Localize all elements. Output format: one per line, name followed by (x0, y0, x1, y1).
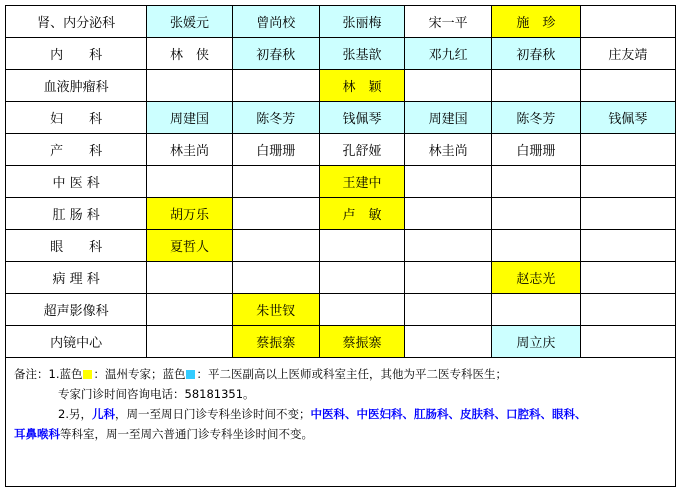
doctor-cell: 曾尚校 (232, 6, 319, 38)
doctor-cell: 周立庆 (492, 326, 581, 358)
doctor-cell: 宋一平 (405, 6, 492, 38)
department-cell: 妇 科 (6, 102, 147, 134)
doctor-cell: 张丽梅 (319, 6, 405, 38)
doctor-cell: 白珊珊 (232, 134, 319, 166)
doctor-cell (580, 262, 675, 294)
doctor-cell: 夏哲人 (147, 230, 233, 262)
table-row (6, 166, 675, 198)
doctor-cell: 胡万乐 (147, 198, 233, 230)
schedule-sheet (5, 5, 676, 487)
department-cell: 内镜中心 (6, 326, 147, 358)
table-row (6, 6, 675, 38)
doctor-cell (405, 262, 492, 294)
doctor-cell: 张媛元 (147, 6, 233, 38)
doctor-cell (580, 326, 675, 358)
doctor-cell (492, 230, 581, 262)
doctor-cell (232, 166, 319, 198)
doctor-cell: 孔舒娅 (319, 134, 405, 166)
note-1-prefix: 备注：1.蓝色 (14, 367, 83, 381)
table-row (6, 230, 675, 262)
note-3-pediatrics: 儿科 (91, 407, 115, 421)
doctor-cell (580, 166, 675, 198)
department-cell: 肾、内分泌科 (6, 6, 147, 38)
department-cell: 产 科 (6, 134, 147, 166)
department-cell: 超声影像科 (6, 294, 147, 326)
doctor-cell (405, 294, 492, 326)
doctor-cell (147, 166, 233, 198)
doctor-cell (405, 326, 492, 358)
doctor-cell (232, 198, 319, 230)
department-cell: 中 医 科 (6, 166, 147, 198)
doctor-cell (405, 70, 492, 102)
note-4-suffix: 等科室，周一至周六普通门诊专科坐诊时间不变。 (60, 427, 313, 441)
table-row (6, 70, 675, 102)
doctor-cell (492, 70, 581, 102)
doctor-cell: 钱佩琴 (319, 102, 405, 134)
table-row (6, 262, 675, 294)
doctor-cell: 林圭尚 (405, 134, 492, 166)
note-3-depts: 中医科、中医妇科、肛肠科、皮肤科、口腔科、眼科、 (310, 407, 587, 421)
table-row (6, 38, 675, 70)
doctor-cell (405, 230, 492, 262)
department-cell: 病 理 科 (6, 262, 147, 294)
doctor-cell (147, 262, 233, 294)
doctor-cell: 钱佩琴 (580, 102, 675, 134)
doctor-cell (492, 198, 581, 230)
doctor-cell (580, 198, 675, 230)
doctor-cell (580, 6, 675, 38)
table-row (6, 198, 675, 230)
table-row (6, 134, 675, 166)
doctor-cell: 蔡振寨 (232, 326, 319, 358)
department-cell: 内 科 (6, 38, 147, 70)
doctor-cell: 林 侠 (147, 38, 233, 70)
note-line-1 (14, 364, 664, 384)
doctor-cell: 林 颖 (319, 70, 405, 102)
doctor-cell (232, 230, 319, 262)
doctor-cell (319, 230, 405, 262)
doctor-cell (319, 262, 405, 294)
table-row (6, 102, 675, 134)
note-1-mid: ：温州专家；蓝色 (93, 367, 186, 381)
table-row (6, 294, 675, 326)
department-cell: 眼 科 (6, 230, 147, 262)
department-cell: 肛 肠 科 (6, 198, 147, 230)
doctor-cell (580, 294, 675, 326)
doctor-cell (147, 294, 233, 326)
doctor-cell (147, 70, 233, 102)
note-line-4 (14, 424, 664, 444)
schedule-table (6, 6, 675, 358)
doctor-cell (147, 326, 233, 358)
doctor-cell (580, 70, 675, 102)
blue-swatch-icon (186, 370, 195, 379)
doctor-cell (580, 230, 675, 262)
doctor-cell (232, 70, 319, 102)
doctor-cell: 邓九红 (405, 38, 492, 70)
doctor-cell (405, 198, 492, 230)
doctor-cell: 陈冬芳 (492, 102, 581, 134)
doctor-cell (232, 262, 319, 294)
doctor-cell: 陈冬芳 (232, 102, 319, 134)
doctor-cell: 周建国 (147, 102, 233, 134)
doctor-cell (492, 294, 581, 326)
notes-section (14, 364, 664, 444)
doctor-cell (319, 294, 405, 326)
note-3-prefix: 2.另， (58, 407, 92, 421)
doctor-cell: 张基歆 (319, 38, 405, 70)
department-cell: 血液肿瘤科 (6, 70, 147, 102)
doctor-cell: 初春秋 (232, 38, 319, 70)
doctor-cell: 庄友靖 (580, 38, 675, 70)
doctor-cell: 初春秋 (492, 38, 581, 70)
yellow-swatch-icon (83, 370, 92, 379)
note-1-suffix: ：平二医副高以上医师或科室主任，其他为平二医专科医生； (196, 367, 507, 381)
doctor-cell: 赵志光 (492, 262, 581, 294)
doctor-cell: 林圭尚 (147, 134, 233, 166)
doctor-cell (405, 166, 492, 198)
doctor-cell: 卢 敏 (319, 198, 405, 230)
doctor-cell (580, 134, 675, 166)
doctor-cell: 施 珍 (492, 6, 581, 38)
doctor-cell: 朱世钗 (232, 294, 319, 326)
doctor-cell: 蔡振寨 (319, 326, 405, 358)
doctor-cell: 白珊珊 (492, 134, 581, 166)
doctor-cell: 王建中 (319, 166, 405, 198)
table-row (6, 326, 675, 358)
doctor-cell: 周建国 (405, 102, 492, 134)
doctor-cell (492, 166, 581, 198)
note-line-3 (14, 404, 664, 424)
note-3-mid: ，周一至周日门诊专科坐诊时间不变； (114, 407, 311, 421)
note-4-ent: 耳鼻喉科 (14, 427, 60, 441)
note-2-phone: 专家门诊时间咨询电话：58181351。 (58, 387, 255, 401)
note-line-2 (14, 384, 664, 404)
